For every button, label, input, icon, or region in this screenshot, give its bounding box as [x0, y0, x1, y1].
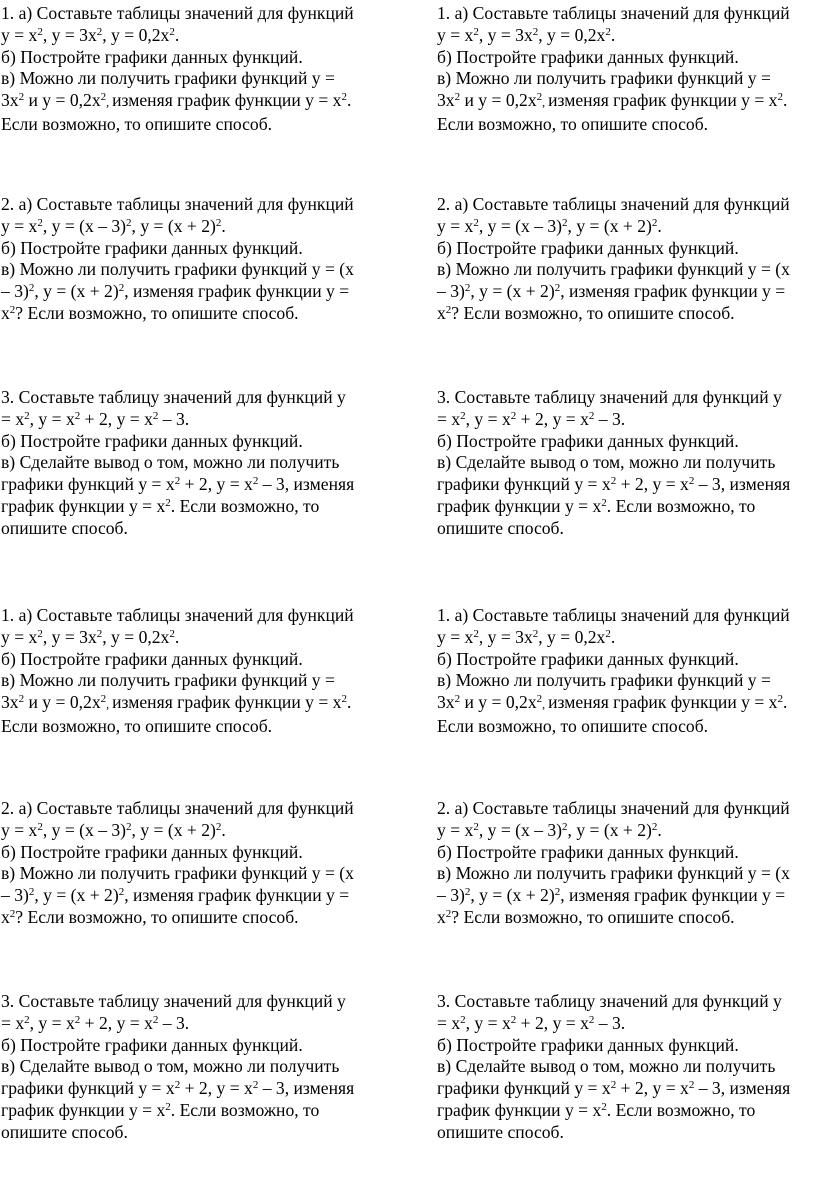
task-1-heading: 1. а) Составьте таблицы значений для функций	[1, 3, 354, 23]
task-2-part-b: б) Постройте графики данных функций.	[437, 237, 739, 258]
task-3-functions: = $x^2$, $y = x^2 + 2$, $y = x^2 - 3$.	[1, 1012, 190, 1033]
task-1-part-c: в) Можно ли получить графики функций y =	[1, 68, 335, 89]
task-3-part-c-end: опишите способ.	[437, 517, 564, 538]
task-3-part-b: б) Постройте графики данных функций.	[1, 430, 303, 451]
task-1-part-c: в) Можно ли получить графики функций y =	[437, 670, 771, 691]
task-2-part-c: в) Можно ли получить графики функций y = (x	[1, 863, 354, 884]
task-3-heading: 3. Составьте таблицу значений для функций y	[437, 387, 782, 407]
task-2-functions: $y = x^2$, y = (x – 3)$^2$, $y = (x + 2)^2$.	[1, 215, 226, 236]
task-1-part-b: б) Постройте графики данных функций.	[1, 46, 303, 67]
task-3-left	[1, 387, 381, 540]
task-3-part-c-cont-2: график функции $y = x^2$. Если возможно, то	[437, 495, 756, 516]
task-1-functions: $y = x^2$, $y = 3x^2$, $y = 0,2x^2$.	[1, 24, 180, 45]
task-1-part-c: в) Можно ли получить графики функций y =	[437, 68, 771, 89]
task-1-part-c-cont: $3x^2$ и $y = 0,2x^2$, изменяя график функции $y = x^2$.	[1, 692, 352, 713]
task-1-left-copy	[1, 605, 381, 738]
task-3-heading: 3. Составьте таблицу значений для функций y	[1, 991, 346, 1011]
task-2-part-c-end: $x^2$? Если возможно, то опишите способ.	[1, 906, 299, 927]
task-3-part-c: в) Сделайте вывод о том, можно ли получить	[1, 1056, 340, 1077]
task-3-functions: = $x^2$, $y = x^2 + 2$, $y = x^2 - 3$.	[437, 408, 626, 429]
task-1-functions: $y = x^2$, $y = 3x^2$, $y = 0,2x^2$.	[1, 626, 180, 647]
task-1-heading: 1. а) Составьте таблицы значений для функций	[437, 605, 790, 625]
task-2-heading: 2. а) Составьте таблицы значений для функций	[1, 798, 354, 818]
task-2-heading: 2. а) Составьте таблицы значений для функций	[437, 194, 790, 214]
task-3-part-c-cont: графики функций $y = x^2 + 2$, $y = x^2 - 3$, изменяя	[1, 474, 355, 495]
task-3-part-c-cont: графики функций $y = x^2 + 2$, $y = x^2 - 3$, изменяя	[437, 1078, 791, 1099]
task-2-functions: $y = x^2$, y = (x – 3)$^2$, $y = (x + 2)^2$.	[437, 819, 662, 840]
task-2-functions: $y = x^2$, y = (x – 3)$^2$, $y = (x + 2)^2$.	[1, 819, 226, 840]
task-1-part-c-cont: $3x^2$ и $y = 0,2x^2$, изменяя график функции $y = x^2$.	[437, 692, 788, 713]
task-3-part-c-cont-2: график функции $y = x^2$. Если возможно, то	[1, 495, 320, 516]
task-1-right	[437, 3, 816, 136]
task-1-right-copy	[437, 605, 816, 738]
task-2-part-b: б) Постройте графики данных функций.	[1, 237, 303, 258]
task-2-functions: $y = x^2$, y = (x – 3)$^2$, $y = (x + 2)^2$.	[437, 215, 662, 236]
task-1-heading: 1. а) Составьте таблицы значений для функций	[1, 605, 354, 625]
task-2-right-copy	[437, 798, 816, 929]
task-2-heading: 2. а) Составьте таблицы значений для функций	[1, 194, 354, 214]
task-3-part-c-end: опишите способ.	[1, 517, 128, 538]
task-2-part-c-cont: – 3)$^2$, $y = (x + 2)^2$, изменяя график функции y =	[1, 281, 350, 302]
task-1-part-c-cont: $3x^2$ и $y = 0,2x^2$, изменяя график функции $y = x^2$.	[437, 90, 788, 111]
task-1-part-c-end: Если возможно, то опишите способ.	[437, 113, 709, 134]
task-3-left-copy	[1, 991, 381, 1144]
task-1-part-b: б) Постройте графики данных функций.	[437, 46, 739, 67]
task-2-part-c-cont: – 3)$^2$, $y = (x + 2)^2$, изменяя график функции y =	[1, 885, 350, 906]
task-2-part-c-cont: – 3)$^2$, $y = (x + 2)^2$, изменяя график функции y =	[437, 281, 786, 302]
task-1-functions: $y = x^2$, $y = 3x^2$, $y = 0,2x^2$.	[437, 24, 616, 45]
task-1-functions: $y = x^2$, $y = 3x^2$, $y = 0,2x^2$.	[437, 626, 616, 647]
task-3-part-b: б) Постройте графики данных функций.	[437, 430, 739, 451]
task-1-part-b: б) Постройте графики данных функций.	[437, 648, 739, 669]
task-1-part-c-cont: $3x^2$ и $y = 0,2x^2$, изменяя график функции $y = x^2$.	[1, 90, 352, 111]
task-2-part-b: б) Постройте графики данных функций.	[437, 841, 739, 862]
task-3-part-c: в) Сделайте вывод о том, можно ли получить	[437, 1056, 776, 1077]
task-3-part-c-cont-2: график функции $y = x^2$. Если возможно, то	[1, 1099, 320, 1120]
task-3-right	[437, 387, 816, 540]
task-2-part-c-cont: – 3)$^2$, $y = (x + 2)^2$, изменяя график функции y =	[437, 885, 786, 906]
task-3-functions: = $x^2$, $y = x^2 + 2$, $y = x^2 - 3$.	[437, 1012, 626, 1033]
task-1-part-c-end: Если возможно, то опишите способ.	[437, 715, 709, 736]
task-3-right-copy	[437, 991, 816, 1144]
task-3-part-c-cont: графики функций $y = x^2 + 2$, $y = x^2 - 3$, изменяя	[437, 474, 791, 495]
task-3-part-c: в) Сделайте вывод о том, можно ли получить	[437, 452, 776, 473]
task-1-part-c-end: Если возможно, то опишите способ.	[1, 715, 273, 736]
task-3-part-b: б) Постройте графики данных функций.	[437, 1034, 739, 1055]
task-1-left	[1, 3, 381, 136]
task-3-part-c-end: опишите способ.	[437, 1121, 564, 1142]
task-2-part-c: в) Можно ли получить графики функций y = (x	[437, 259, 790, 280]
task-3-part-c: в) Сделайте вывод о том, можно ли получить	[1, 452, 340, 473]
task-2-part-c-end: $x^2$? Если возможно, то опишите способ.	[437, 906, 735, 927]
task-1-part-c-end: Если возможно, то опишите способ.	[1, 113, 273, 134]
task-2-left-copy	[1, 798, 381, 929]
task-3-functions: = $x^2$, $y = x^2 + 2$, $y = x^2 - 3$.	[1, 408, 190, 429]
task-2-part-c-end: $x^2$? Если возможно, то опишите способ.	[437, 302, 735, 323]
task-1-part-b: б) Постройте графики данных функций.	[1, 648, 303, 669]
task-3-part-b: б) Постройте графики данных функций.	[1, 1034, 303, 1055]
task-3-part-c-end: опишите способ.	[1, 1121, 128, 1142]
task-2-part-c: в) Можно ли получить графики функций y = (x	[1, 259, 354, 280]
task-3-part-c-cont: графики функций $y = x^2 + 2$, $y = x^2 - 3$, изменяя	[1, 1078, 355, 1099]
task-2-part-c-end: $x^2$? Если возможно, то опишите способ.	[1, 302, 299, 323]
task-1-part-c: в) Можно ли получить графики функций y =	[1, 670, 335, 691]
task-2-heading: 2. а) Составьте таблицы значений для функций	[437, 798, 790, 818]
task-1-heading: 1. а) Составьте таблицы значений для функций	[437, 3, 790, 23]
task-2-part-b: б) Постройте графики данных функций.	[1, 841, 303, 862]
task-2-left	[1, 194, 381, 325]
task-3-part-c-cont-2: график функции $y = x^2$. Если возможно, то	[437, 1099, 756, 1120]
task-2-part-c: в) Можно ли получить графики функций y = (x	[437, 863, 790, 884]
task-3-heading: 3. Составьте таблицу значений для функций y	[1, 387, 346, 407]
task-3-heading: 3. Составьте таблицу значений для функций y	[437, 991, 782, 1011]
task-2-right	[437, 194, 816, 325]
